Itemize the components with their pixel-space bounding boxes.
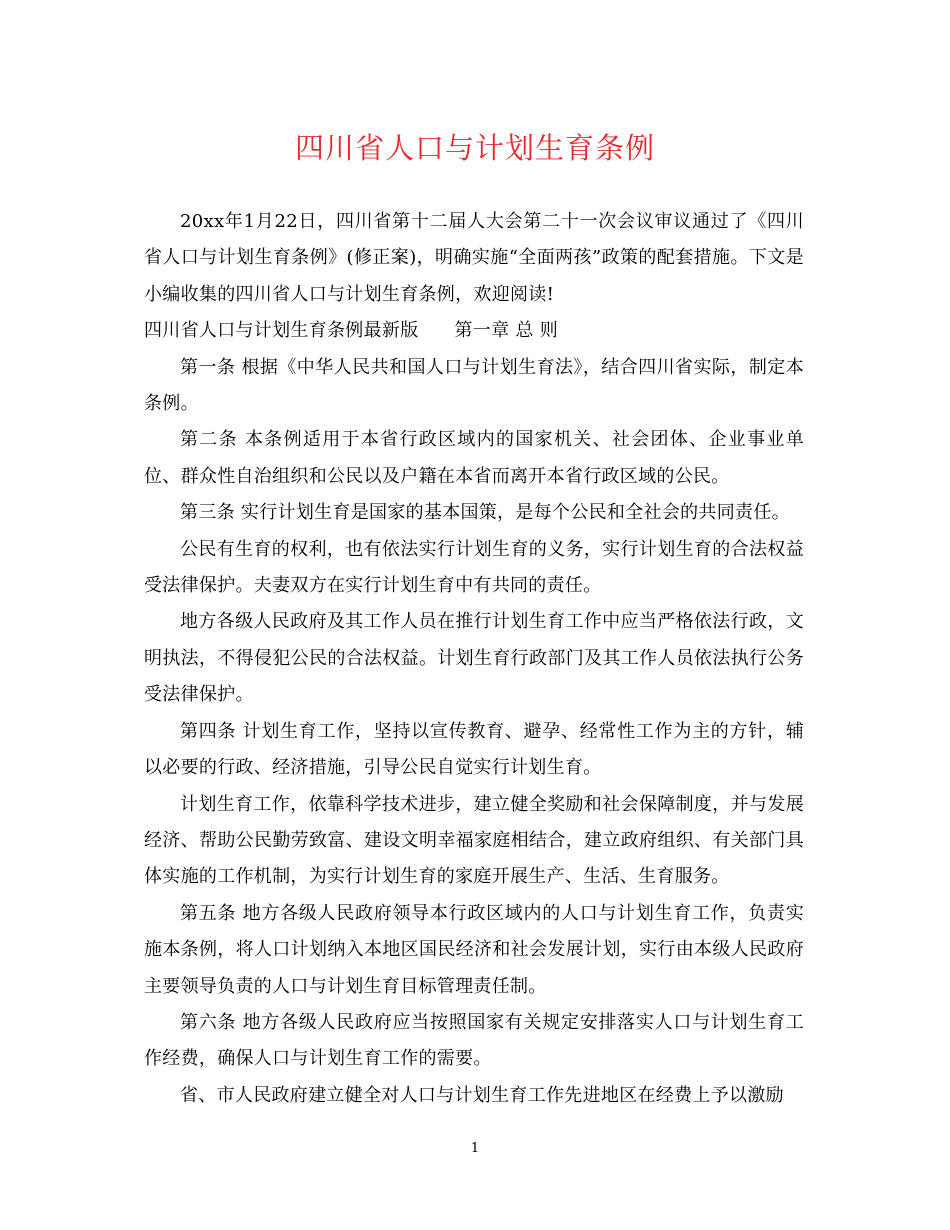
article-3-paragraph: 第三条 实行计划生育是国家的基本国策，是每个公民和全社会的共同责任。 bbox=[180, 502, 790, 524]
document-title: 四川省人口与计划生育条例 bbox=[294, 131, 655, 165]
chapter-heading-line bbox=[144, 313, 804, 349]
article-3-clause-2-paragraph: 公民有生育的权利，也有依法实行计划生育的义务，实行计划生育的合法权益受法律保护。夫妻双方在实行计划生育中有共同的责任。 bbox=[144, 538, 804, 597]
article-4-paragraph: 第四条 计划生育工作，坚持以宣传教育、避孕、经常性工作为主的方针，辅以必要的行政、经济措施，引导公民自觉实行计划生育。 bbox=[144, 720, 804, 779]
article-6-clause-2-paragraph: 省、市人民政府建立健全对人口与计划生育工作先进地区在经费上予以激励 bbox=[180, 1084, 784, 1106]
page-number: 1 bbox=[470, 1141, 480, 1156]
article-2-paragraph: 第二条 本条例适用于本省行政区域内的国家机关、社会团体、企业事业单位、群众性自治组织和公民以及户籍在本省而离开本省行政区域的公民。 bbox=[144, 429, 804, 487]
article-4-clause-2-paragraph: 计划生育工作，依靠科学技术进步，建立健全奖励和社会保障制度，并与发展经济、帮助公民勤劳致富、建设文明幸福家庭相结合，建立政府组织、有关部门具体实施的工作机制，为实行计划生育的家庭开展生产、生活、生育服务。 bbox=[144, 793, 804, 888]
article-3-clause-3-paragraph: 地方各级人民政府及其工作人员在推行计划生育工作中应当严格依法行政，文明执法，不得侵犯公民的合法权益。计划生育行政部门及其工作人员依法执行公务受法律保护。 bbox=[144, 611, 804, 706]
article-1-paragraph: 第一条 根据《中华人民共和国人口与计划生育法》，结合四川省实际，制定本条例。 bbox=[144, 356, 804, 415]
article-6-paragraph: 第六条 地方各级人民政府应当按照国家有关规定安排落实人口与计划生育工作经费，确保人口与计划生育工作的需要。 bbox=[144, 1011, 804, 1070]
intro-paragraph: 20xx年1月22日，四川省第十二届人大会第二十一次会议审议通过了《四川省人口与计划生育条例》(修正案)，明确实施“全面两孩”政策的配套措施。下文是小编收集的四川省人口与计划生育条例，欢迎阅读! bbox=[144, 211, 804, 305]
version-heading: 四川省人口与计划生育条例最新版 bbox=[144, 320, 419, 342]
article-5-paragraph: 第五条 地方各级人民政府领导本行政区域内的人口与计划生育工作，负责实施本条例，将人口计划纳入本地区国民经济和社会发展计划，实行由本级人民政府主要领导负责的人口与计划生育目标管理责任制。 bbox=[144, 902, 804, 997]
chapter-heading: 第一章 总 则 bbox=[454, 320, 559, 342]
document-body bbox=[144, 204, 804, 1114]
